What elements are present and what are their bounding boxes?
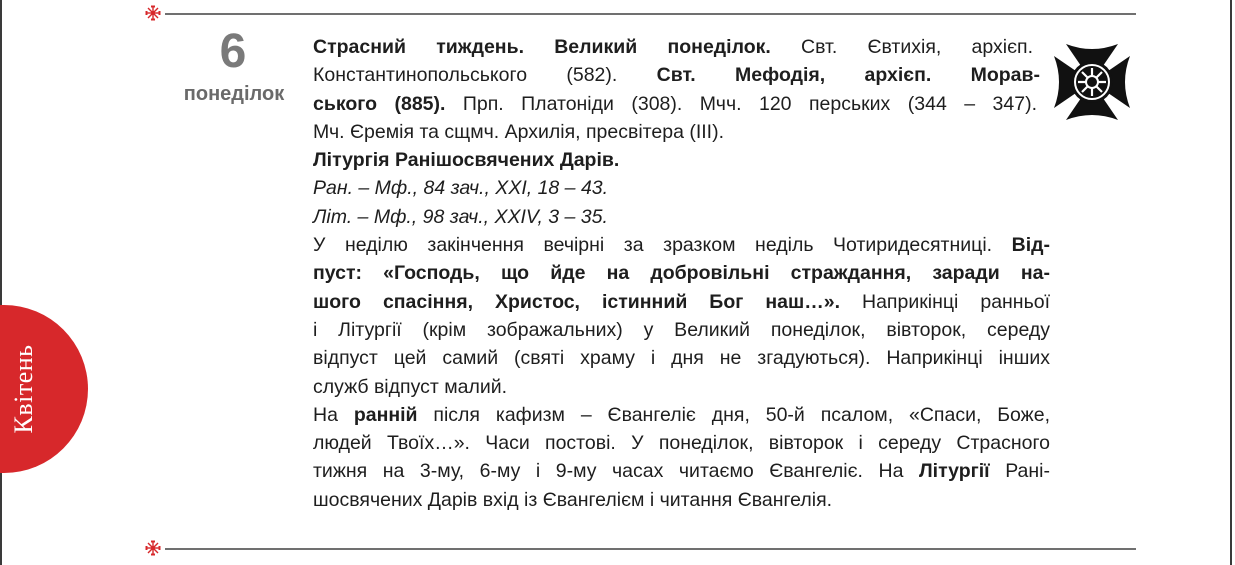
page-frame-left bbox=[0, 0, 2, 565]
text-run: людей Твоїх…». Часи постові. У понеділок, вівторок і середу Страсного bbox=[313, 432, 1050, 455]
bottom-divider bbox=[165, 548, 1136, 550]
text-run: відпуст цей самий (святі храму і дня не згадуються). Наприкінці інших bbox=[313, 347, 1050, 370]
text-run-bold: Літургії bbox=[918, 460, 990, 483]
liturgy-title: Літургія Ранішосвячених Дарів. bbox=[313, 149, 620, 172]
text-line bbox=[313, 288, 1050, 316]
text-line bbox=[313, 231, 1050, 259]
reading-matins bbox=[313, 174, 1050, 202]
text-line bbox=[313, 401, 1050, 429]
text-line bbox=[313, 118, 1050, 146]
text-run: шосвячених Дарів вхід із Євангелієм і читання Євангелія. bbox=[313, 488, 833, 511]
text-run-bold: пуст: «Господь, що йде на добровільні страждання, заради на- bbox=[313, 262, 1050, 285]
text-run: Літ. – Мф., 98 зач., ХХІV, 3 – 35. bbox=[313, 205, 608, 228]
text-run-bold: Від- bbox=[1011, 234, 1050, 257]
text-line bbox=[313, 90, 1037, 118]
text-run: Наприкінці ранньої bbox=[840, 290, 1051, 313]
text-run: після кафизм – Євангеліє дня, 50-й псалом, «Спаси, Боже, bbox=[417, 403, 1050, 426]
text-line bbox=[313, 316, 1050, 344]
text-line bbox=[313, 33, 1033, 61]
month-label: Квітень bbox=[9, 344, 38, 434]
text-run: Ран. – Мф., 84 зач., ХХІ, 18 – 43. bbox=[313, 177, 609, 200]
text-line bbox=[313, 61, 1040, 89]
text-run-bold: ранній bbox=[353, 403, 418, 426]
top-divider bbox=[165, 13, 1136, 15]
text-run: Прп. Платоніди (308). Мчч. 120 перських (344 – 347). bbox=[445, 92, 1037, 115]
black-cross-emblem-icon bbox=[1052, 42, 1132, 122]
text-run: Константинопольського (582). bbox=[313, 64, 657, 87]
text-run: Мч. Єремія та сщмч. Архилія, пресвітера (ІІІ). bbox=[313, 120, 725, 143]
page-frame-right bbox=[1230, 0, 1232, 565]
text-run: Рані- bbox=[989, 460, 1050, 483]
text-line bbox=[313, 146, 1050, 174]
feast-title: Страсний тиждень. Великий понеділок. bbox=[313, 36, 771, 58]
text-line bbox=[313, 457, 1050, 485]
text-run: служб відпуст малий. bbox=[313, 375, 508, 398]
text-line bbox=[313, 373, 1050, 401]
saint-name: ського (885). bbox=[313, 92, 446, 115]
text-line bbox=[313, 486, 1050, 514]
text-run: і Літургії (крім зображальних) у Великий понеділок, вівторок, середу bbox=[313, 318, 1050, 341]
month-tab bbox=[0, 305, 88, 473]
text-line bbox=[313, 429, 1050, 457]
text-run: Свт. Євтихія, архієп. bbox=[770, 36, 1034, 58]
text-run: На bbox=[313, 403, 354, 426]
text-run: У неділю закінчення вечірні за зразком неділь Чотиридесятниці. bbox=[313, 234, 1012, 257]
text-run: тижня на 3-му, 6-му і 9-му часах читаємо Євангеліє. На bbox=[313, 460, 919, 483]
text-line bbox=[313, 344, 1050, 372]
text-line bbox=[313, 259, 1050, 287]
red-cross-ornament-icon bbox=[145, 540, 161, 556]
red-cross-ornament-icon bbox=[145, 5, 161, 21]
reading-liturgy bbox=[313, 203, 1050, 231]
day-number: 6 bbox=[219, 25, 247, 78]
saint-name: Свт. Мефодія, архієп. Морав- bbox=[656, 64, 1040, 87]
text-run-bold: шого спасіння, Христос, істинний Бог наш…». bbox=[313, 290, 840, 313]
day-description bbox=[313, 33, 1050, 514]
weekday-label: понеділок bbox=[183, 83, 285, 105]
